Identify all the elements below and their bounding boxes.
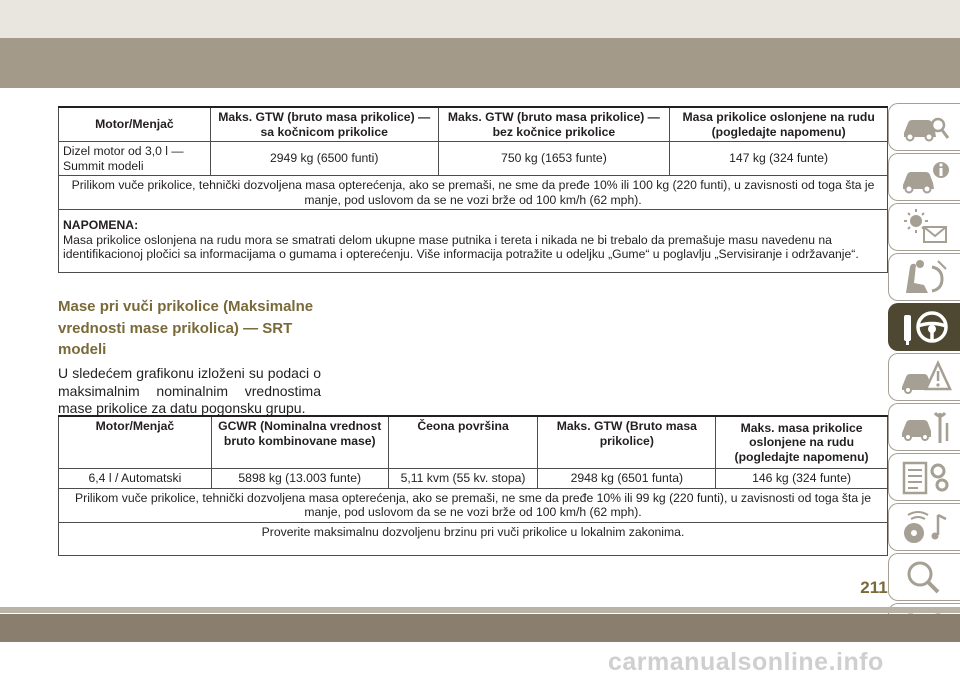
note-text: Masa prikolice oslonjena na rudu mora se smatrati delom ukupne mase putnika i tereta i nikada ne bi trebalo da premašuje masu navedenu na identifikacionoj pločici sa informacijama o gumama i opterećenju. Više informacija potražite u odeljku „Gume“ u poglavlju „Servisiranje i održavanje“. bbox=[63, 232, 859, 261]
car-info-icon bbox=[898, 157, 952, 197]
cell-note bbox=[59, 210, 888, 273]
header-engine: Motor/Menjač bbox=[59, 416, 212, 468]
table-row bbox=[59, 142, 888, 176]
table-header-row bbox=[59, 416, 888, 468]
tab-steering-wheel[interactable] bbox=[888, 303, 960, 351]
tab-car-search[interactable] bbox=[888, 103, 960, 151]
tab-car-service[interactable] bbox=[888, 403, 960, 451]
cell-gtw-with-brake: 2949 kg (6500 funti) bbox=[210, 142, 438, 176]
cell-speed-note: Proverite maksimalnu dozvoljenu brzinu pri vuči prikolice u lokalnim zakonima. bbox=[59, 522, 888, 555]
note-title: NAPOMENA: bbox=[63, 218, 139, 232]
cell-load-note: Prilikom vuče prikolice, tehnički dozvoljena masa opterećenja, ako se premaši, ne sme da pređe 10% ili 99 kg (220 funti), u zavisnosti od toga šta je manje, pod uslovom da se ne vozi brže od 100 km/h (62 mph). bbox=[59, 488, 888, 522]
table-row bbox=[59, 468, 888, 488]
tab-search[interactable] bbox=[888, 553, 960, 601]
steering-wheel-key-icon bbox=[898, 307, 952, 347]
header-gcwr: GCWR (Nominalna vrednost bruto kombinovane mase) bbox=[211, 416, 388, 468]
tab-multimedia[interactable] bbox=[888, 503, 960, 551]
tab-warning-lights[interactable] bbox=[888, 203, 960, 251]
cell-tongue-weight: 147 kg (324 funte) bbox=[670, 142, 888, 176]
header-frontal-area: Čeona površina bbox=[388, 416, 538, 468]
tab-car-info[interactable] bbox=[888, 153, 960, 201]
cell-gtw-without-brake: 750 kg (1653 funte) bbox=[438, 142, 670, 176]
header-tongue-weight: Maks. masa prikolice oslonjene na rudu (pogledajte napomenu) bbox=[716, 416, 888, 468]
cell-gcwr: 5898 kg (13.003 funte) bbox=[211, 468, 388, 488]
tab-airbag-seat[interactable] bbox=[888, 253, 960, 301]
cell-frontal-area: 5,11 kvm (55 kv. stopa) bbox=[388, 468, 538, 488]
section-title: Mase pri vuči prikolice (Maksimalne vrednosti mase prikolica) — SRT modeli bbox=[58, 298, 314, 358]
car-service-icon bbox=[898, 407, 952, 447]
cell-load-note: Prilikom vuče prikolice, tehnički dozvoljena masa opterećenja, ako se premaši, ne sme da pređe 10% ili 100 kg (220 funti), u zavisnosti od toga šta je manje, pod uslovom da se ne vozi brže od 100 km/h (62 mph). bbox=[59, 176, 888, 210]
tab-technical-specs[interactable] bbox=[888, 453, 960, 501]
warning-lights-icon bbox=[898, 207, 952, 247]
header-gtw-with-brake: Maks. GTW (bruto masa prikolice) — sa kočnicom prikolice bbox=[210, 107, 438, 142]
cell-max-gtw: 2948 kg (6501 funta) bbox=[538, 468, 716, 488]
multimedia-icon bbox=[898, 507, 952, 547]
towing-table-srt bbox=[58, 415, 888, 556]
header-gtw-without-brake: Maks. GTW (bruto masa prikolice) — bez kočnice prikolice bbox=[438, 107, 670, 142]
header-tongue-weight: Masa prikolice oslonjene na rudu (pogledajte napomenu) bbox=[670, 107, 888, 142]
intro-paragraph: U sledećem grafikonu izloženi su podaci o maksimalnim nominalnim vrednostima mase prikolice za datu pogonsku grupu. bbox=[58, 365, 321, 416]
tab-emergency[interactable] bbox=[888, 353, 960, 401]
header-bar bbox=[0, 38, 960, 88]
table-row bbox=[59, 176, 888, 210]
search-icon bbox=[898, 557, 952, 597]
cell-engine: 6,4 l / Automatski bbox=[59, 468, 212, 488]
emergency-triangle-icon bbox=[898, 357, 952, 397]
airbag-seat-icon bbox=[898, 257, 952, 297]
watermark: carmanualsonline.info bbox=[608, 648, 884, 676]
table-header-row bbox=[59, 107, 888, 142]
table-row bbox=[59, 210, 888, 273]
footer-line bbox=[0, 607, 960, 613]
car-search-icon bbox=[898, 107, 952, 147]
towing-table-summit bbox=[58, 106, 888, 273]
header-engine: Motor/Menjač bbox=[59, 107, 211, 142]
table-row bbox=[59, 522, 888, 555]
top-margin-band bbox=[0, 0, 960, 38]
table-row bbox=[59, 488, 888, 522]
cell-engine: Dizel motor od 3,0 l — Summit modeli bbox=[59, 142, 211, 176]
page-number: 211 bbox=[860, 578, 888, 597]
cell-tongue-weight: 146 kg (324 funte) bbox=[716, 468, 888, 488]
header-max-gtw: Maks. GTW (Bruto masa prikolice) bbox=[538, 416, 716, 468]
footer-bar bbox=[0, 614, 960, 642]
technical-specs-icon bbox=[898, 457, 952, 497]
